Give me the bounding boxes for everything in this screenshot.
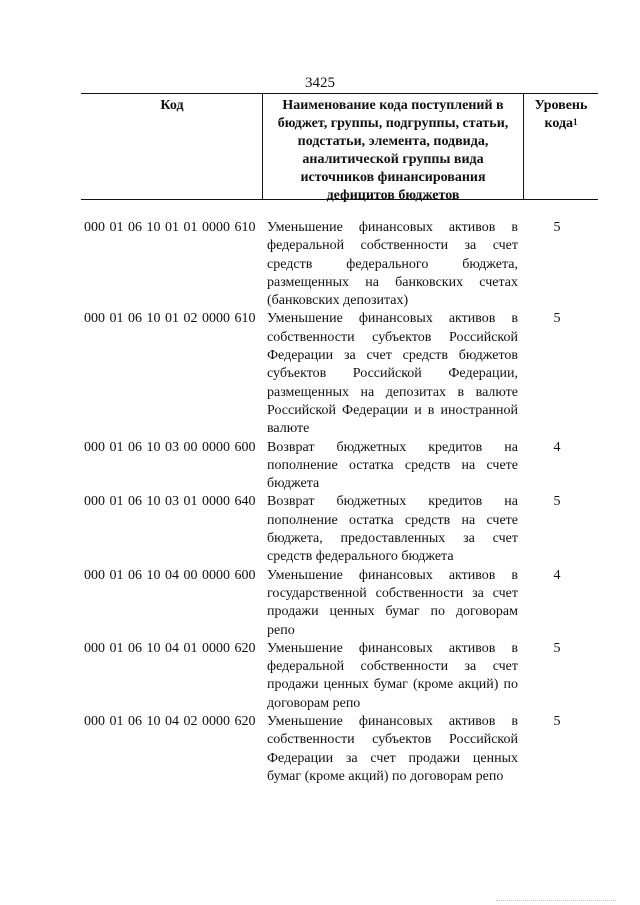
table-header-divider-1 (262, 93, 263, 200)
table-body (84, 219, 604, 786)
table-row (84, 567, 604, 640)
row-level: 5 (553, 640, 561, 656)
header-level (525, 97, 597, 133)
table-header-top-rule (81, 93, 598, 94)
header-level-footnote: 1 (573, 117, 578, 127)
row-level: 5 (553, 714, 561, 730)
row-name: Уменьшение финансовых активов в федеральной собственности за счет продажи ценных бумаг (кроме акций) по договорам репо (267, 640, 518, 711)
header-code: Код (160, 98, 184, 113)
row-code: 000 01 06 10 03 00 0000 600 (84, 439, 256, 455)
table-header-divider-2 (523, 93, 524, 200)
header-name: Наименование кода поступлений в бюджет, группы, подгруппы, статьи, подстатьи, элемента, подвида, аналитической группы вида источников финансирования дефицитов бюджетов (277, 98, 509, 203)
row-code: 000 01 06 10 01 02 0000 610 (84, 311, 256, 327)
row-level: 5 (553, 220, 561, 235)
row-name: Возврат бюджетных кредитов на пополнение остатка средств на счете бюджета (267, 439, 518, 492)
row-code: 000 01 06 10 04 02 0000 620 (84, 714, 256, 730)
table-row (84, 439, 604, 494)
row-name: Уменьшение финансовых активов в собственности субъектов Российской Федерации за счет продажи ценных бумаг (кроме акций) по договорам репо (267, 714, 518, 784)
table-row (84, 310, 604, 438)
row-code: 000 01 06 10 03 01 0000 640 (84, 494, 256, 510)
row-level: 5 (553, 311, 561, 327)
row-level: 5 (553, 494, 561, 510)
row-level: 4 (553, 439, 561, 455)
row-code: 000 01 06 10 01 01 0000 610 (84, 220, 256, 235)
table-row (84, 219, 604, 310)
row-name: Уменьшение финансовых активов в собственности субъектов Российской Федерации за счет средств бюджетов субъектов Российской Федерации, размещенных на депозитах в валюте Российской Федерации и в иностранной валюте (267, 311, 518, 437)
header-level-label: Уровень кода (534, 98, 588, 131)
row-code: 000 01 06 10 04 00 0000 600 (84, 567, 256, 583)
scan-artifact-mark (496, 900, 616, 902)
table-row (84, 640, 604, 713)
row-level: 4 (553, 567, 561, 583)
page-number: 3425 (305, 75, 335, 91)
table-row (84, 493, 604, 566)
row-name: Возврат бюджетных кредитов на пополнение остатка средств на счете бюджета, предоставленных за счет средств федерального бюджета (267, 494, 518, 565)
table-row (84, 713, 604, 786)
row-code: 000 01 06 10 04 01 0000 620 (84, 640, 256, 656)
row-name: Уменьшение финансовых активов в федеральной собственности за счет средств федерального бюджета, размещенных на банковских счетах (банковских депозитах) (267, 220, 518, 309)
row-name: Уменьшение финансовых активов в государственной собственности за счет продажи ценных бумаг по договорам репо (267, 567, 518, 638)
